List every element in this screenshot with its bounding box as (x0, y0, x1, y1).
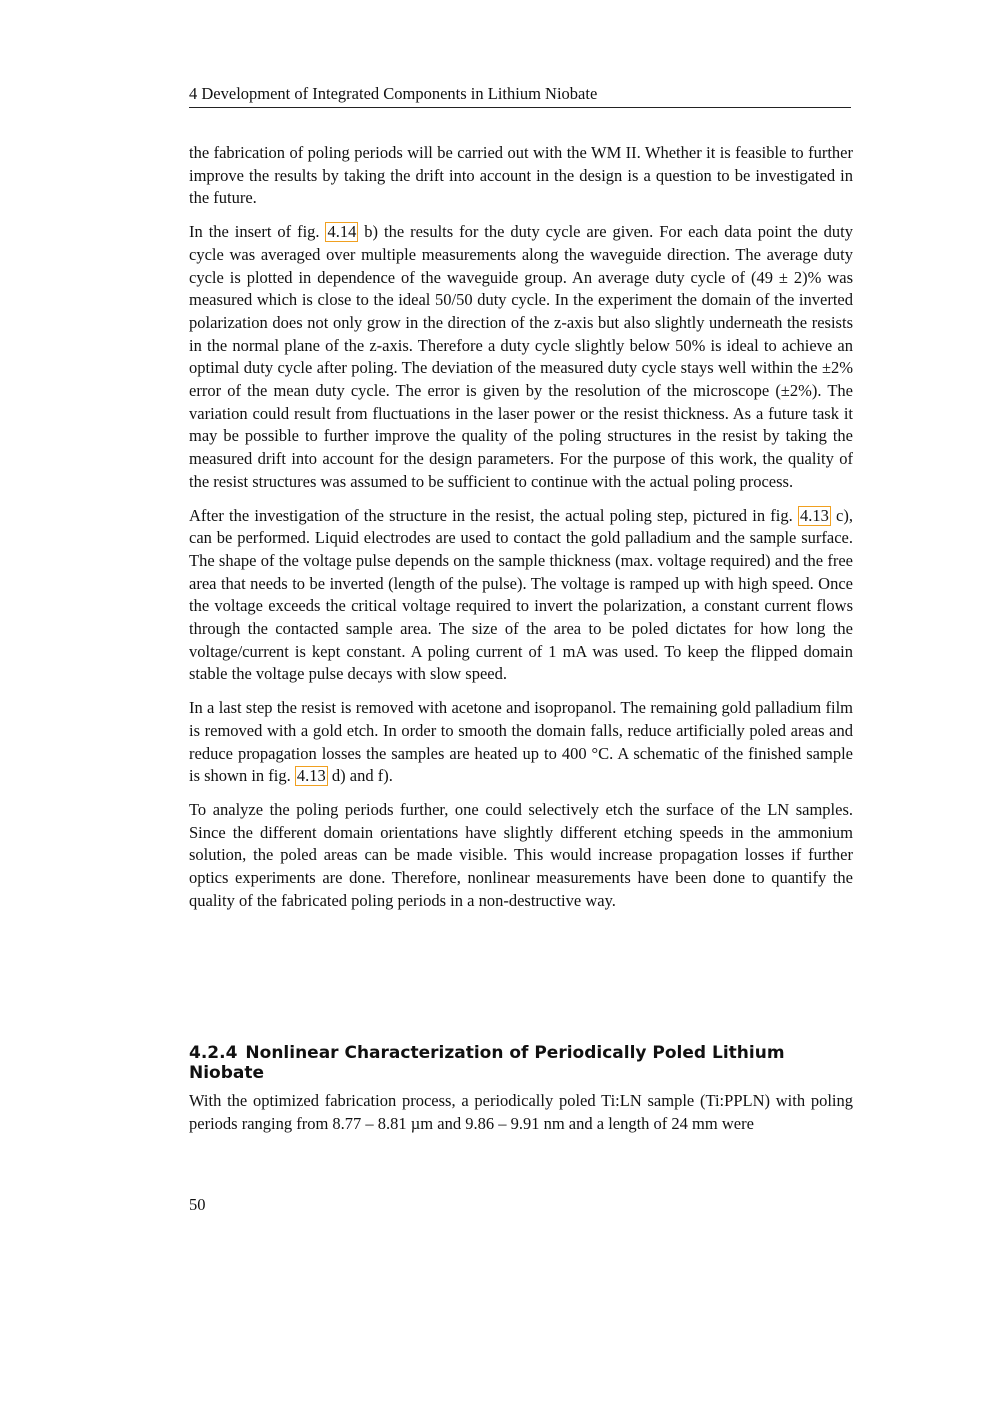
paragraph-3-text-b: c), can be performed. Liquid electrodes are used to contact the gold palladium and the sample surface. The shape of the voltage pulse depends on the sample thickness (max. voltage required) and the free area that needs to be inverted (length of the pulse). The voltage is ramped up with high speed. Once the voltage exceeds the critical voltage required to invert the polarization, a constant current flows through the contacted sample area. The size of the area to be poled dictates for how long the voltage/current is kept constant. A poling current of 1 mA was used. To keep the flipped domain stable the voltage pulse decays with slow speed. (189, 505, 853, 684)
paragraph-2-text-a: In the insert of fig. (189, 222, 326, 242)
body-text (189, 142, 853, 924)
section-paragraph-1: With the optimized fabrication process, a periodically poled Ti:LN sample (Ti:PPLN) with poling periods ranging from 8.77 – 8.81 µm and 9.86 – 9.91 nm and a length of 24 mm were (189, 1091, 853, 1133)
section-title: Nonlinear Characterization of Periodically Poled Lithium Niobate (189, 1043, 785, 1083)
running-title: 4 Development of Integrated Components in Lithium Niobate (189, 84, 598, 103)
section-body (189, 1090, 853, 1135)
paragraph-4-text-b: d) and f). (327, 766, 393, 786)
section-heading (189, 1043, 853, 1083)
paragraph-4 (189, 697, 853, 788)
running-header (189, 83, 851, 108)
paragraph-2 (189, 221, 853, 493)
paragraph-1: the fabrication of poling periods will be carried out with the WM II. Whether it is feasible to further improve the results by taking the drift into account in the design is a question to be investigated in the future. (189, 143, 853, 208)
figure-reference-link[interactable]: 4.14 (327, 222, 357, 242)
figure-reference-link[interactable]: 4.13 (296, 766, 326, 786)
paragraph-3 (189, 505, 853, 687)
paragraph-2-text-b: b) the results for the duty cycle are given. For each data point the duty cycle was averaged over multiple measurements along the waveguide direction. The average duty cycle is plotted in dependence of the waveguide group. An average duty cycle of (49 ± 2)% was measured which is close to the ideal 50/50 duty cycle. In the experiment the domain of the inverted polarization does not only grow in the direction of the z-axis but also slightly underneath the resists in the normal plane of the z-axis. Therefore a duty cycle slightly below 50% is ideal to achieve an optimal duty cycle after poling. The deviation of the measured duty cycle stays well within the ±2% error of the mean duty cycle. The error is given by the resolution of the microscope (±2%). The variation could result from fluctuations in the laser power or the resist thickness. As a future task it may be possible to further improve the quality of the poling structures in the resist by taking the measured drift into account for the design parameters. For the purpose of this work, the quality of the resist structures was assumed to be sufficient to continue with the actual poling process. (189, 222, 853, 491)
paragraph-4-text-a: In a last step the resist is removed with acetone and isopropanol. The remaining gold palladium film is removed with a gold etch. In order to smooth the domain falls, reduce artificially poled areas and reduce propagation losses the samples are heated up to 400 °C. A schematic of the finished sample is shown in fig. (189, 698, 853, 786)
paragraph-5: To analyze the poling periods further, one could selectively etch the surface of the LN samples. Since the different domain orientations have slightly different etching speeds in the ammonium solution, the poled areas can be made visible. This would increase propagation losses if further optics experiments are done. Therefore, nonlinear measurements have been done to quantify the quality of the fabricated poling periods in a non-destructive way. (189, 799, 853, 910)
paragraph-3-text-a: After the investigation of the structure in the resist, the actual poling step, pictured in fig. (189, 505, 798, 525)
section-number: 4.2.4 (189, 1043, 238, 1063)
figure-reference-link[interactable]: 4.13 (799, 505, 829, 525)
page-number: 50 (189, 1195, 206, 1214)
